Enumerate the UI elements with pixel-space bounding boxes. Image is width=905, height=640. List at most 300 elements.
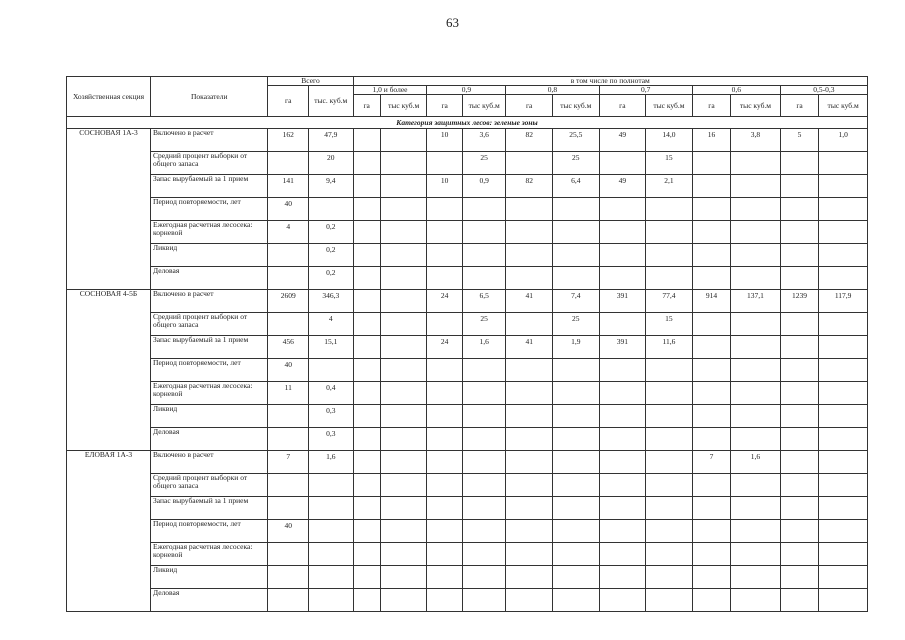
value-cell [506, 267, 553, 290]
value-cell [462, 566, 506, 589]
value-cell [268, 497, 309, 520]
value-cell [692, 520, 730, 543]
value-cell [646, 221, 693, 244]
indicator-label: Ликвид [151, 566, 268, 589]
value-cell [731, 405, 781, 428]
value-cell [353, 589, 380, 612]
value-cell [353, 566, 380, 589]
value-cell: 0,3 [308, 428, 353, 451]
value-cell [308, 566, 353, 589]
value-cell: 0,4 [308, 382, 353, 405]
value-cell [819, 566, 868, 589]
value-cell: 11,6 [646, 336, 693, 359]
value-cell [552, 405, 599, 428]
value-cell [427, 152, 462, 175]
section-name: СОСНОВАЯ 4-5Б [67, 290, 151, 451]
table-row [67, 405, 868, 428]
value-cell: 2609 [268, 290, 309, 313]
value-cell [599, 382, 646, 405]
value-cell [308, 543, 353, 566]
value-cell [353, 152, 380, 175]
value-cell: 15 [646, 313, 693, 336]
value-cell [599, 244, 646, 267]
value-cell [427, 566, 462, 589]
header-density-0: 1,0 и более [353, 86, 427, 95]
value-cell [427, 589, 462, 612]
value-cell [819, 589, 868, 612]
value-cell: 391 [599, 336, 646, 359]
table-row [67, 336, 868, 359]
value-cell [353, 244, 380, 267]
value-cell [692, 313, 730, 336]
indicator-label: Включено в расчет [151, 129, 268, 152]
value-cell [646, 566, 693, 589]
value-cell [731, 244, 781, 267]
header-total-ha: га [268, 86, 309, 117]
header-density-ha-0: га [353, 95, 380, 117]
header-total-vol: тыс. куб.м [308, 86, 353, 117]
page-number: 63 [446, 15, 459, 30]
header-density-ha-4: га [692, 95, 730, 117]
value-cell [692, 382, 730, 405]
value-cell [353, 336, 380, 359]
value-cell: 1239 [780, 290, 818, 313]
value-cell: 41 [506, 290, 553, 313]
header-density-ha-5: га [780, 95, 818, 117]
value-cell: 0,3 [308, 405, 353, 428]
value-cell [462, 428, 506, 451]
value-cell [731, 474, 781, 497]
value-cell [780, 267, 818, 290]
header-density-5: 0,5-0,3 [780, 86, 867, 95]
value-cell [353, 198, 380, 221]
value-cell [427, 520, 462, 543]
value-cell [552, 359, 599, 382]
value-cell [380, 382, 427, 405]
value-cell [427, 313, 462, 336]
value-cell [380, 589, 427, 612]
value-cell [780, 497, 818, 520]
value-cell [353, 290, 380, 313]
value-cell: 1,0 [819, 129, 868, 152]
value-cell [506, 244, 553, 267]
value-cell: 40 [268, 359, 309, 382]
value-cell [599, 566, 646, 589]
value-cell [268, 313, 309, 336]
value-cell [731, 221, 781, 244]
value-cell [380, 474, 427, 497]
forest-calculation-table [66, 76, 868, 612]
value-cell: 25 [462, 313, 506, 336]
value-cell: 49 [599, 129, 646, 152]
value-cell [552, 428, 599, 451]
header-density-ha-1: га [427, 95, 462, 117]
value-cell [506, 405, 553, 428]
value-cell: 25 [552, 152, 599, 175]
value-cell [506, 152, 553, 175]
value-cell [692, 221, 730, 244]
value-cell [353, 497, 380, 520]
header-density-vol-1: тыс куб.м [462, 95, 506, 117]
value-cell: 7 [268, 451, 309, 474]
value-cell [599, 267, 646, 290]
value-cell [380, 313, 427, 336]
header-density-1: 0,9 [427, 86, 506, 95]
table-row [67, 198, 868, 221]
value-cell [646, 520, 693, 543]
indicator-label: Включено в расчет [151, 290, 268, 313]
value-cell [268, 474, 309, 497]
value-cell [646, 428, 693, 451]
value-cell [353, 382, 380, 405]
value-cell [552, 244, 599, 267]
value-cell [599, 221, 646, 244]
value-cell [427, 244, 462, 267]
value-cell [462, 267, 506, 290]
value-cell [427, 428, 462, 451]
value-cell [308, 520, 353, 543]
value-cell [731, 566, 781, 589]
value-cell [462, 497, 506, 520]
value-cell [506, 474, 553, 497]
value-cell [268, 152, 309, 175]
header-total: Всего [268, 77, 353, 86]
value-cell [380, 543, 427, 566]
value-cell: 9,4 [308, 175, 353, 198]
value-cell [427, 497, 462, 520]
value-cell: 3,6 [462, 129, 506, 152]
value-cell [506, 198, 553, 221]
value-cell [599, 474, 646, 497]
table-row [67, 129, 868, 152]
value-cell [819, 451, 868, 474]
header-indicators: Показатели [151, 77, 268, 117]
value-cell: 25,5 [552, 129, 599, 152]
value-cell [731, 267, 781, 290]
value-cell: 77,4 [646, 290, 693, 313]
value-cell [819, 313, 868, 336]
indicator-label: Запас вырубаемый за 1 прием [151, 336, 268, 359]
value-cell [599, 198, 646, 221]
value-cell [462, 451, 506, 474]
table-row [67, 290, 868, 313]
value-cell [308, 359, 353, 382]
value-cell: 25 [552, 313, 599, 336]
value-cell [506, 313, 553, 336]
value-cell: 15,1 [308, 336, 353, 359]
value-cell [552, 589, 599, 612]
table-row [67, 520, 868, 543]
indicator-label: Средний процент выборки от общего запаса [151, 474, 268, 497]
value-cell [692, 336, 730, 359]
value-cell [380, 267, 427, 290]
data-table [66, 76, 868, 612]
value-cell [692, 244, 730, 267]
table-row [67, 589, 868, 612]
value-cell [819, 152, 868, 175]
value-cell [506, 520, 553, 543]
value-cell [462, 589, 506, 612]
value-cell [780, 359, 818, 382]
value-cell: 7 [692, 451, 730, 474]
value-cell [780, 589, 818, 612]
value-cell [380, 152, 427, 175]
value-cell [427, 198, 462, 221]
value-cell [646, 244, 693, 267]
value-cell: 1,6 [731, 451, 781, 474]
header-density-vol-0: тыс куб.м [380, 95, 427, 117]
header-including-by-density: в том числе по полнотам [353, 77, 867, 86]
value-cell [646, 382, 693, 405]
value-cell: 1,6 [308, 451, 353, 474]
value-cell [506, 497, 553, 520]
value-cell: 346,3 [308, 290, 353, 313]
value-cell [646, 497, 693, 520]
value-cell [599, 405, 646, 428]
value-cell [462, 405, 506, 428]
value-cell [462, 359, 506, 382]
category-row: Категория защитных лесов: зеленые зоны [67, 117, 868, 129]
value-cell [780, 451, 818, 474]
value-cell [308, 497, 353, 520]
value-cell [268, 543, 309, 566]
value-cell [380, 359, 427, 382]
value-cell [780, 336, 818, 359]
value-cell [692, 152, 730, 175]
table-row [67, 451, 868, 474]
indicator-label: Ежегодная расчетная лесосека: корневой [151, 543, 268, 566]
indicator-label: Ликвид [151, 244, 268, 267]
value-cell [692, 566, 730, 589]
value-cell [308, 198, 353, 221]
value-cell [819, 520, 868, 543]
value-cell [599, 589, 646, 612]
indicator-label: Средний процент выборки от общего запаса [151, 152, 268, 175]
value-cell [780, 244, 818, 267]
value-cell [268, 428, 309, 451]
value-cell [353, 129, 380, 152]
value-cell [731, 359, 781, 382]
indicator-label: Период повторяемости, лет [151, 198, 268, 221]
value-cell [462, 382, 506, 405]
value-cell [819, 244, 868, 267]
value-cell: 14,0 [646, 129, 693, 152]
value-cell [353, 520, 380, 543]
value-cell [646, 589, 693, 612]
value-cell [819, 405, 868, 428]
value-cell [780, 221, 818, 244]
value-cell [819, 221, 868, 244]
value-cell [427, 382, 462, 405]
indicator-label: Деловая [151, 267, 268, 290]
indicator-label: Ежегодная расчетная лесосека: корневой [151, 382, 268, 405]
indicator-label: Деловая [151, 589, 268, 612]
value-cell [819, 359, 868, 382]
value-cell [731, 543, 781, 566]
value-cell: 141 [268, 175, 309, 198]
value-cell [506, 589, 553, 612]
value-cell [427, 474, 462, 497]
table-row [67, 175, 868, 198]
value-cell [506, 543, 553, 566]
table-row [67, 244, 868, 267]
value-cell [427, 221, 462, 244]
value-cell [819, 382, 868, 405]
value-cell [780, 198, 818, 221]
value-cell [646, 405, 693, 428]
value-cell [552, 566, 599, 589]
table-row [67, 497, 868, 520]
header-section: Хозяйственная секция [67, 77, 151, 117]
value-cell [731, 313, 781, 336]
value-cell [780, 428, 818, 451]
value-cell [380, 566, 427, 589]
value-cell [599, 313, 646, 336]
value-cell [692, 428, 730, 451]
value-cell [353, 359, 380, 382]
value-cell [506, 382, 553, 405]
value-cell [353, 267, 380, 290]
value-cell: 0,2 [308, 267, 353, 290]
value-cell [780, 175, 818, 198]
value-cell [599, 497, 646, 520]
value-cell [353, 175, 380, 198]
value-cell [462, 198, 506, 221]
value-cell [427, 405, 462, 428]
value-cell [427, 359, 462, 382]
value-cell [506, 451, 553, 474]
value-cell [599, 359, 646, 382]
header-density-4: 0,6 [692, 86, 780, 95]
value-cell [552, 221, 599, 244]
value-cell [780, 405, 818, 428]
value-cell [731, 428, 781, 451]
value-cell [506, 566, 553, 589]
value-cell [552, 520, 599, 543]
value-cell [599, 428, 646, 451]
value-cell [552, 198, 599, 221]
value-cell [380, 290, 427, 313]
value-cell: 16 [692, 129, 730, 152]
table-row [67, 267, 868, 290]
value-cell [427, 543, 462, 566]
value-cell [692, 497, 730, 520]
value-cell: 41 [506, 336, 553, 359]
value-cell [268, 267, 309, 290]
value-cell [780, 474, 818, 497]
value-cell [646, 543, 693, 566]
value-cell [353, 428, 380, 451]
value-cell [380, 198, 427, 221]
value-cell [552, 474, 599, 497]
indicator-label: Запас вырубаемый за 1 прием [151, 497, 268, 520]
value-cell [599, 543, 646, 566]
value-cell: 7,4 [552, 290, 599, 313]
value-cell: 49 [599, 175, 646, 198]
value-cell [692, 589, 730, 612]
table-row [67, 313, 868, 336]
value-cell [380, 451, 427, 474]
indicator-label: Ликвид [151, 405, 268, 428]
value-cell [552, 497, 599, 520]
value-cell [353, 451, 380, 474]
value-cell [462, 520, 506, 543]
value-cell: 11 [268, 382, 309, 405]
value-cell [353, 474, 380, 497]
indicator-label: Средний процент выборки от общего запаса [151, 313, 268, 336]
value-cell [692, 175, 730, 198]
value-cell [268, 244, 309, 267]
header-density-ha-3: га [599, 95, 646, 117]
table-row [67, 566, 868, 589]
value-cell: 117,9 [819, 290, 868, 313]
value-cell [380, 175, 427, 198]
value-cell [599, 152, 646, 175]
value-cell [599, 451, 646, 474]
value-cell [427, 451, 462, 474]
value-cell [380, 428, 427, 451]
value-cell [819, 336, 868, 359]
value-cell: 4 [308, 313, 353, 336]
value-cell: 6,4 [552, 175, 599, 198]
value-cell: 391 [599, 290, 646, 313]
value-cell [380, 520, 427, 543]
value-cell: 10 [427, 175, 462, 198]
value-cell: 10 [427, 129, 462, 152]
table-row [67, 359, 868, 382]
value-cell: 4 [268, 221, 309, 244]
value-cell [646, 474, 693, 497]
header-density-vol-2: тыс куб.м [552, 95, 599, 117]
value-cell [692, 267, 730, 290]
value-cell [380, 221, 427, 244]
value-cell [692, 405, 730, 428]
value-cell [819, 474, 868, 497]
value-cell [308, 474, 353, 497]
value-cell [462, 244, 506, 267]
value-cell [731, 589, 781, 612]
value-cell [353, 543, 380, 566]
value-cell [646, 267, 693, 290]
value-cell [552, 543, 599, 566]
value-cell [380, 244, 427, 267]
value-cell [731, 497, 781, 520]
value-cell: 6,5 [462, 290, 506, 313]
value-cell [506, 359, 553, 382]
value-cell [780, 152, 818, 175]
value-cell [731, 152, 781, 175]
value-cell [731, 382, 781, 405]
value-cell [506, 221, 553, 244]
value-cell [692, 474, 730, 497]
value-cell: 3,8 [731, 129, 781, 152]
value-cell [692, 198, 730, 221]
value-cell [819, 267, 868, 290]
value-cell: 1,6 [462, 336, 506, 359]
value-cell [819, 198, 868, 221]
value-cell: 456 [268, 336, 309, 359]
value-cell [599, 520, 646, 543]
header-density-3: 0,7 [599, 86, 692, 95]
table-row [67, 428, 868, 451]
value-cell: 2,1 [646, 175, 693, 198]
value-cell [353, 221, 380, 244]
value-cell [353, 405, 380, 428]
header-density-2: 0,8 [506, 86, 599, 95]
value-cell [268, 405, 309, 428]
value-cell [380, 405, 427, 428]
table-row [67, 221, 868, 244]
